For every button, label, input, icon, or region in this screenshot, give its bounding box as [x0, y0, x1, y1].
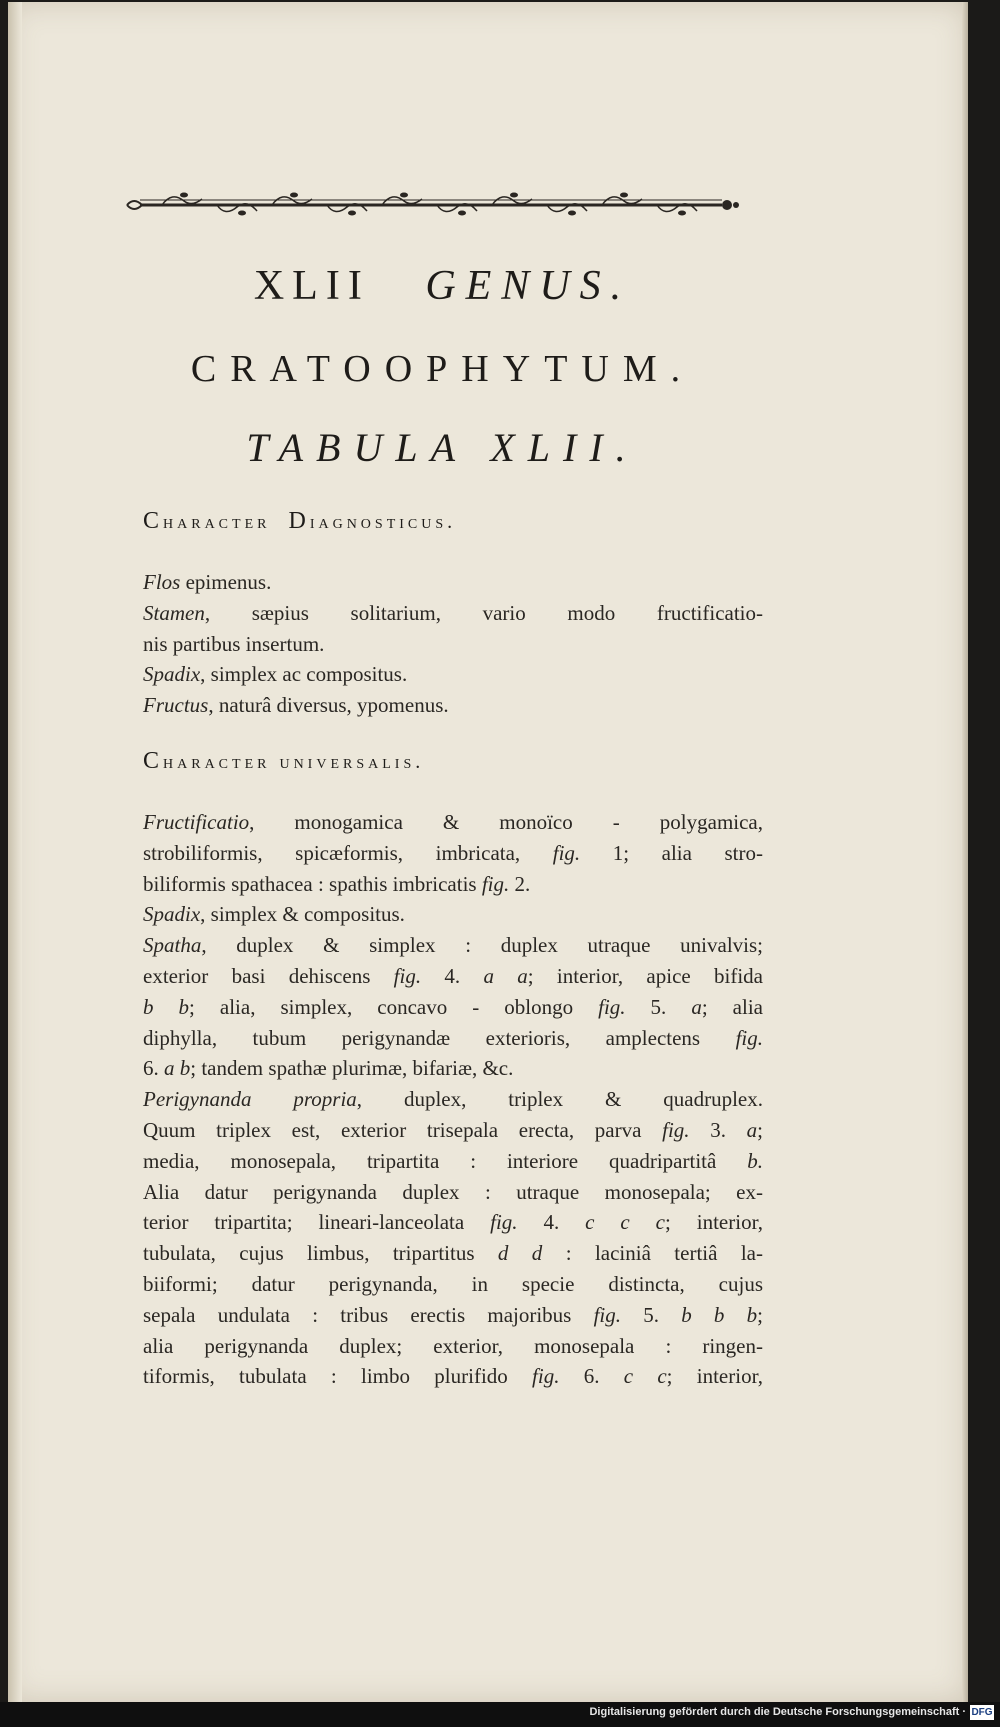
- diagnosticus-line: [143, 598, 763, 629]
- universalis-segment: fig.: [532, 1364, 560, 1389]
- universalis-segment: c c: [623, 1364, 667, 1389]
- diagnosticus-line: [143, 567, 763, 598]
- universalis-segment: tiformis, tubulata : limbo plurifido: [143, 1364, 533, 1389]
- universalis-segment: Spatha: [143, 933, 202, 958]
- diagnosticus-text: [143, 567, 763, 721]
- universalis-segment: 6.: [143, 1056, 164, 1081]
- universalis-line: [143, 1146, 763, 1177]
- diagnosticus-segment: , simplex ac compositus.: [200, 662, 408, 687]
- universalis-segment: Quum triplex est, exterior trisepala erecta, parva: [143, 1117, 663, 1142]
- universalis-segment: alia perigynanda duplex; exterior, monosepala : ringen-: [143, 1333, 763, 1358]
- universalis-line: [143, 992, 763, 1023]
- universalis-segment: 6.: [559, 1364, 624, 1389]
- universalis-segment: sepala undulata : tribus erectis majoribus: [143, 1302, 594, 1327]
- universalis-line: [143, 1084, 763, 1115]
- vine-ornament: [122, 185, 742, 225]
- universalis-segment: , duplex, triplex & quadruplex.: [356, 1087, 763, 1112]
- universalis-segment: 5.: [621, 1302, 682, 1327]
- universalis-segment: ; alia: [701, 994, 763, 1019]
- universalis-line: [143, 930, 763, 961]
- heading-diagnosticus-word2: iagnosticus.: [309, 511, 457, 533]
- universalis-segment: diphylla, tubum perigynandæ exterioris, amplectens: [143, 1025, 736, 1050]
- universalis-segment: ; alia, simplex, concavo - oblongo: [189, 994, 599, 1019]
- diagnosticus-segment: Stamen: [143, 600, 205, 625]
- diagnosticus-line: [143, 629, 763, 660]
- genus-title: [0, 262, 885, 310]
- genus-word: GENUS.: [425, 263, 632, 309]
- universalis-segment: biliformis spathacea : spathis imbricatis: [143, 871, 482, 896]
- universalis-segment: a: [746, 1117, 758, 1142]
- universalis-line: [143, 1023, 763, 1054]
- universalis-segment: ; interior,: [665, 1210, 763, 1235]
- universalis-segment: fig.: [552, 840, 581, 865]
- universalis-segment: fig.: [490, 1210, 518, 1235]
- universalis-line: [143, 1238, 763, 1269]
- universalis-segment: : laciniâ tertiâ la-: [542, 1241, 763, 1266]
- universalis-segment: strobiliformis, spicæformis, imbricata,: [143, 840, 553, 865]
- universalis-segment: 3.: [689, 1117, 747, 1142]
- universalis-segment: biiformi; datur perigynanda, in specie distincta, cujus: [143, 1271, 763, 1296]
- universalis-segment: fig.: [662, 1117, 690, 1142]
- universalis-segment: 1; alia stro-: [580, 840, 763, 865]
- page-spine-shadow: [8, 2, 22, 1702]
- diagnosticus-line: [143, 690, 763, 721]
- universalis-segment: ;: [757, 1117, 763, 1142]
- universalis-segment: 5.: [625, 994, 692, 1019]
- universalis-line: [143, 1177, 763, 1208]
- heading-universalis-initial: C: [143, 748, 164, 774]
- universalis-segment: exterior basi dehiscens: [143, 963, 394, 988]
- plant-name: CRATOOPHYTUM.: [190, 348, 695, 390]
- universalis-line: [143, 1300, 763, 1331]
- universalis-segment: 2.: [509, 871, 531, 896]
- universalis-segment: fig.: [735, 1025, 763, 1050]
- universalis-segment: b.: [747, 1148, 763, 1173]
- genus-number: XLII: [253, 263, 370, 309]
- universalis-line: [143, 869, 763, 900]
- diagnosticus-segment: Flos: [143, 570, 181, 594]
- universalis-text: [143, 807, 763, 1392]
- diagnosticus-segment: epimenus.: [180, 570, 272, 594]
- heading-universalis: [143, 748, 424, 775]
- dfg-logo: DFG: [971, 1707, 993, 1718]
- universalis-segment: Fructificatio: [143, 810, 250, 834]
- universalis-segment: Spadix: [143, 902, 201, 927]
- page-edge: [962, 2, 968, 1702]
- universalis-segment: fig.: [593, 1302, 621, 1327]
- diagnosticus-segment: , sæpius solitarium, vario modo fructificatio-: [204, 600, 763, 625]
- universalis-segment: , simplex & compositus.: [200, 902, 405, 927]
- universalis-line: [143, 838, 763, 869]
- universalis-segment: 4.: [517, 1210, 586, 1235]
- universalis-line: [143, 961, 763, 992]
- universalis-line: [143, 807, 763, 838]
- universalis-segment: fig.: [481, 871, 510, 896]
- universalis-line: [143, 1331, 763, 1362]
- heading-diagnosticus: [143, 508, 456, 535]
- universalis-segment: 4.: [421, 963, 484, 988]
- universalis-segment: a b: [164, 1056, 191, 1081]
- universalis-segment: Alia datur perigynanda duplex : utraque monosepala; ex-: [143, 1179, 763, 1204]
- universalis-segment: fig.: [393, 963, 422, 988]
- universalis-segment: tubulata, cujus limbus, tripartitus: [143, 1241, 498, 1266]
- diagnosticus-segment: nis partibus insertum.: [143, 631, 325, 656]
- heading-diagnosticus-initial2: D: [288, 508, 310, 534]
- universalis-segment: fig.: [598, 994, 626, 1019]
- universalis-segment: ; tandem spathæ plurimæ, bifariæ, &c.: [190, 1056, 514, 1081]
- universalis-segment: ;: [757, 1302, 763, 1327]
- heading-diagnosticus-initial: C: [143, 508, 164, 534]
- universalis-line: [143, 1115, 763, 1146]
- universalis-segment: b b b: [681, 1302, 758, 1327]
- universalis-segment: Perigynanda propria: [143, 1087, 357, 1112]
- diagnosticus-segment: , naturâ diversus, ypomenus.: [208, 693, 449, 718]
- diagnosticus-segment: Fructus: [143, 693, 209, 718]
- universalis-segment: media, monosepala, tripartita : interiore quadripartitâ: [143, 1148, 748, 1173]
- universalis-segment: a: [691, 994, 702, 1019]
- universalis-segment: c c c: [585, 1210, 665, 1235]
- universalis-line: [143, 1269, 763, 1300]
- universalis-line: [143, 1053, 763, 1084]
- universalis-line: [143, 1361, 763, 1392]
- digitization-credit: Digitalisierung gefördert durch die Deutsche Forschungsgemeinschaft ·: [589, 1706, 966, 1718]
- universalis-segment: , monogamica & monoïco - polygamica,: [249, 810, 763, 834]
- diagnosticus-line: [143, 659, 763, 690]
- universalis-segment: b b: [143, 994, 190, 1019]
- universalis-segment: , duplex & simplex : duplex utraque univalvis;: [201, 933, 763, 958]
- heading-universalis-rest: haracter universalis.: [163, 751, 425, 773]
- universalis-line: [143, 1207, 763, 1238]
- universalis-segment: a a: [483, 963, 528, 988]
- universalis-segment: ; interior,: [666, 1364, 763, 1389]
- tabula-title: TABULA XLII.: [246, 425, 639, 470]
- universalis-line: [143, 899, 763, 930]
- universalis-segment: terior tripartita; lineari-lanceolata: [143, 1210, 491, 1235]
- diagnosticus-segment: Spadix: [143, 662, 201, 687]
- universalis-segment: ; interior, apice bifida: [527, 963, 764, 988]
- universalis-segment: d d: [497, 1241, 543, 1266]
- heading-diagnosticus-word1: haracter: [163, 511, 271, 533]
